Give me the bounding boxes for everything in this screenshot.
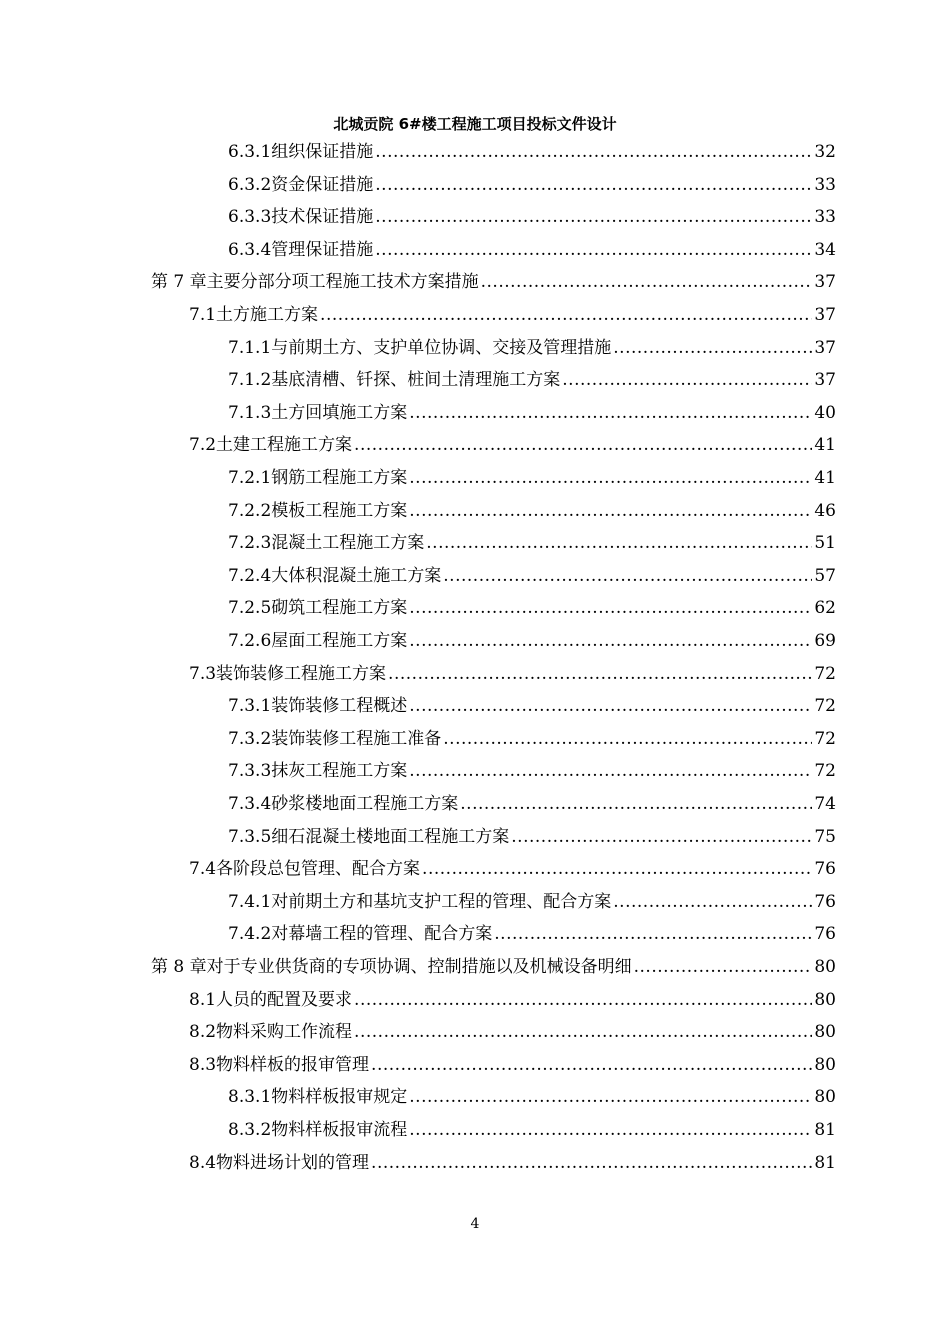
toc-leader-dots xyxy=(460,793,812,815)
toc-entry-number: 第 8 章 xyxy=(151,957,207,977)
toc-leader-dots xyxy=(494,923,812,945)
toc-entry[interactable] xyxy=(228,239,836,261)
toc-entry-page: 76 xyxy=(814,859,836,880)
toc-entry-page: 80 xyxy=(814,989,836,1010)
toc-entry[interactable] xyxy=(228,1119,836,1141)
toc-entry[interactable] xyxy=(228,728,836,750)
toc-entry-number: 7.2 xyxy=(189,435,217,456)
toc-entry[interactable] xyxy=(228,402,836,424)
toc-entry-number: 7.2.3 xyxy=(228,533,272,554)
toc-entry-page: 80 xyxy=(814,1087,836,1108)
toc-entry-title: 与前期土方、支护单位协调、交接及管理措施 xyxy=(271,337,612,358)
toc-entry-number: 6.3.2 xyxy=(228,174,272,195)
toc-leader-dots xyxy=(422,858,812,880)
toc-entry-number: 7.1.2 xyxy=(228,370,272,391)
toc-entry-number: 7.2.6 xyxy=(228,631,272,651)
toc-entry-page: 57 xyxy=(814,565,836,586)
toc-entry-title: 对于专业供货商的专项协调、控制措施以及机械设备明细 xyxy=(206,957,632,977)
toc-leader-dots xyxy=(613,337,812,359)
page-header-title: 北城贡院 6#楼工程施工项目投标文件设计 xyxy=(333,115,617,133)
toc-entry-page: 34 xyxy=(814,239,836,260)
toc-leader-dots xyxy=(375,174,812,196)
toc-leader-dots xyxy=(634,956,813,978)
toc-entry[interactable] xyxy=(228,532,836,554)
toc-entry-number: 7.4.2 xyxy=(228,924,272,945)
toc-entry[interactable] xyxy=(228,565,836,587)
toc-entry-title: 技术保证措施 xyxy=(271,207,374,228)
toc-entry-title: 物料进场计划的管理 xyxy=(216,1152,370,1173)
toc-entry-title: 砂浆楼地面工程施工方案 xyxy=(271,794,459,814)
toc-entry[interactable] xyxy=(189,663,836,685)
toc-entry-title: 抹灰工程施工方案 xyxy=(271,761,408,782)
toc-entry-page: 37 xyxy=(814,272,836,293)
toc-entry-title: 物料样板报审规定 xyxy=(271,1087,408,1108)
toc-entry-page: 37 xyxy=(814,370,836,391)
toc-leader-dots xyxy=(409,630,812,652)
toc-entry-number: 7.4 xyxy=(189,859,217,880)
toc-entry-number: 7.3.2 xyxy=(228,728,272,749)
toc-entry-title: 土方回填施工方案 xyxy=(271,402,408,423)
toc-entry-number: 8.3.1 xyxy=(228,1087,272,1108)
toc-leader-dots xyxy=(409,467,812,489)
toc-entry-number: 7.1.3 xyxy=(228,402,272,423)
toc-leader-dots xyxy=(354,434,812,456)
toc-entry-title: 管理保证措施 xyxy=(271,239,374,260)
toc-entry-title: 基底清槽、钎探、桩间土清理施工方案 xyxy=(271,370,561,391)
toc-entry-number: 8.1 xyxy=(189,989,217,1010)
toc-entry-page: 75 xyxy=(814,826,836,847)
toc-entry-page: 81 xyxy=(814,1152,836,1173)
toc-entry-number: 8.4 xyxy=(189,1152,217,1173)
toc-leader-dots xyxy=(375,141,812,163)
toc-entry-number: 8.3.2 xyxy=(228,1120,272,1140)
toc-entry-page: 46 xyxy=(814,500,836,521)
toc-entry-page: 72 xyxy=(814,663,836,684)
toc-entry-number: 第 7 章 xyxy=(151,272,207,293)
toc-entry-page: 69 xyxy=(814,631,836,651)
toc-entry-number: 7.3.4 xyxy=(228,794,272,814)
toc-entry[interactable] xyxy=(228,793,836,815)
toc-entry-number: 8.3 xyxy=(189,1054,217,1075)
toc-entry-title: 屋面工程施工方案 xyxy=(271,631,408,651)
toc-leader-dots xyxy=(613,891,812,913)
toc-leader-dots xyxy=(375,239,812,261)
toc-entry-number: 6.3.4 xyxy=(228,239,272,260)
toc-entry-number: 7.3.1 xyxy=(228,696,272,717)
toc-entry[interactable] xyxy=(189,1152,836,1174)
toc-entry-title: 大体积混凝土施工方案 xyxy=(271,565,442,586)
toc-leader-dots xyxy=(409,402,812,424)
toc-entry-page: 40 xyxy=(814,402,836,423)
toc-entry[interactable] xyxy=(189,1054,836,1076)
toc-entry-number: 8.2 xyxy=(189,1022,217,1043)
toc-entry-title: 装饰装修工程施工准备 xyxy=(271,728,442,749)
toc-entry-page: 37 xyxy=(814,337,836,358)
toc-entry-page: 80 xyxy=(814,1022,836,1043)
toc-entry[interactable] xyxy=(228,206,836,228)
toc-entry-number: 6.3.1 xyxy=(228,142,272,162)
toc-entry-title: 物料样板的报审管理 xyxy=(216,1054,370,1075)
toc-entry-number: 7.3 xyxy=(189,663,217,684)
toc-entry-page: 81 xyxy=(814,1120,836,1140)
toc-entry-number: 6.3.3 xyxy=(228,207,272,228)
toc-entry-title: 砌筑工程施工方案 xyxy=(271,598,408,619)
toc-entry[interactable] xyxy=(228,141,836,163)
toc-entry[interactable] xyxy=(228,337,836,359)
toc-leader-dots xyxy=(443,565,812,587)
toc-entry-page: 80 xyxy=(814,1054,836,1075)
toc-leader-dots xyxy=(371,1054,812,1076)
toc-entry-title: 模板工程施工方案 xyxy=(271,500,408,521)
toc-entry-title: 资金保证措施 xyxy=(271,174,374,195)
toc-leader-dots xyxy=(562,369,812,391)
toc-entry-number: 7.2.5 xyxy=(228,598,272,619)
toc-leader-dots xyxy=(409,1086,812,1108)
toc-entry-number: 7.3.3 xyxy=(228,761,272,782)
toc-leader-dots xyxy=(375,206,812,228)
toc-leader-dots xyxy=(409,760,812,782)
toc-entry[interactable] xyxy=(228,597,836,619)
toc-entry-page: 51 xyxy=(814,533,836,554)
toc-entry-page: 41 xyxy=(814,468,836,488)
toc-entry-page: 41 xyxy=(814,435,836,456)
page-number: 4 xyxy=(470,1216,480,1232)
toc-entry[interactable] xyxy=(189,989,836,1011)
toc-leader-dots xyxy=(371,1152,812,1174)
toc-entry[interactable] xyxy=(228,369,836,391)
toc-entry[interactable] xyxy=(228,826,836,848)
toc-leader-dots xyxy=(409,500,812,522)
toc-entry-title: 土建工程施工方案 xyxy=(216,435,353,456)
toc-entry-page: 80 xyxy=(814,957,836,977)
toc-entry-page: 33 xyxy=(814,207,836,228)
toc-entry-page: 72 xyxy=(814,728,836,749)
toc-entry-number: 7.2.4 xyxy=(228,565,272,586)
toc-entry-page: 72 xyxy=(814,696,836,717)
toc-entry-title: 各阶段总包管理、配合方案 xyxy=(216,859,421,880)
toc-entry[interactable] xyxy=(228,467,836,489)
toc-entry-title: 混凝土工程施工方案 xyxy=(271,533,425,554)
toc-entry-page: 33 xyxy=(814,174,836,195)
toc-entry[interactable] xyxy=(189,858,836,880)
toc-entry[interactable] xyxy=(228,760,836,782)
toc-leader-dots xyxy=(511,826,812,848)
toc-entry[interactable] xyxy=(228,1086,836,1108)
toc-entry[interactable] xyxy=(189,1021,836,1043)
toc-entry[interactable] xyxy=(151,271,836,293)
toc-entry[interactable] xyxy=(228,630,836,652)
toc-entry-page: 37 xyxy=(814,305,836,325)
toc-entry[interactable] xyxy=(151,956,836,978)
toc-entry-page: 76 xyxy=(814,924,836,945)
toc-leader-dots xyxy=(443,728,812,750)
toc-entry-page: 74 xyxy=(814,794,836,814)
toc-entry[interactable] xyxy=(228,500,836,522)
toc-entry-page: 62 xyxy=(814,598,836,619)
toc-leader-dots xyxy=(354,989,812,1011)
toc-entry-number: 7.3.5 xyxy=(228,826,272,847)
toc-entry-number: 7.2.1 xyxy=(228,468,272,488)
toc-leader-dots xyxy=(409,597,812,619)
toc-entry[interactable] xyxy=(228,695,836,717)
toc-entry-page: 32 xyxy=(814,142,836,162)
toc-entry[interactable] xyxy=(189,434,836,456)
toc-entry[interactable] xyxy=(228,174,836,196)
toc-entry-number: 7.4.1 xyxy=(228,891,272,912)
toc-entry-title: 组织保证措施 xyxy=(271,142,374,162)
toc-entry-number: 7.2.2 xyxy=(228,500,272,521)
toc-leader-dots xyxy=(320,304,812,326)
toc-leader-dots xyxy=(426,532,812,554)
toc-leader-dots xyxy=(409,1119,812,1141)
toc-leader-dots xyxy=(354,1021,812,1043)
toc-leader-dots xyxy=(481,271,813,293)
toc-entry-title: 主要分部分项工程施工技术方案措施 xyxy=(206,272,479,293)
toc-entry-title: 细石混凝土楼地面工程施工方案 xyxy=(271,826,510,847)
toc-entry-title: 物料样板报审流程 xyxy=(271,1120,408,1140)
toc-leader-dots xyxy=(409,695,812,717)
toc-entry-title: 土方施工方案 xyxy=(216,305,319,325)
toc-entry[interactable] xyxy=(228,923,836,945)
toc-entry-title: 对前期土方和基坑支护工程的管理、配合方案 xyxy=(271,891,612,912)
toc-entry-title: 对幕墙工程的管理、配合方案 xyxy=(271,924,493,945)
toc-entry[interactable] xyxy=(228,891,836,913)
toc-entry-number: 7.1 xyxy=(189,305,217,325)
toc-leader-dots xyxy=(388,663,812,685)
toc-entry-title: 装饰装修工程概述 xyxy=(271,696,408,717)
toc-entry[interactable] xyxy=(189,304,836,326)
toc-entry-title: 人员的配置及要求 xyxy=(216,989,353,1010)
toc-entry-title: 装饰装修工程施工方案 xyxy=(216,663,387,684)
toc-entry-title: 钢筋工程施工方案 xyxy=(271,468,408,488)
toc-entry-page: 72 xyxy=(814,761,836,782)
toc-entry-page: 76 xyxy=(814,891,836,912)
toc-entry-title: 物料采购工作流程 xyxy=(216,1022,353,1043)
toc-entry-number: 7.1.1 xyxy=(228,337,272,358)
